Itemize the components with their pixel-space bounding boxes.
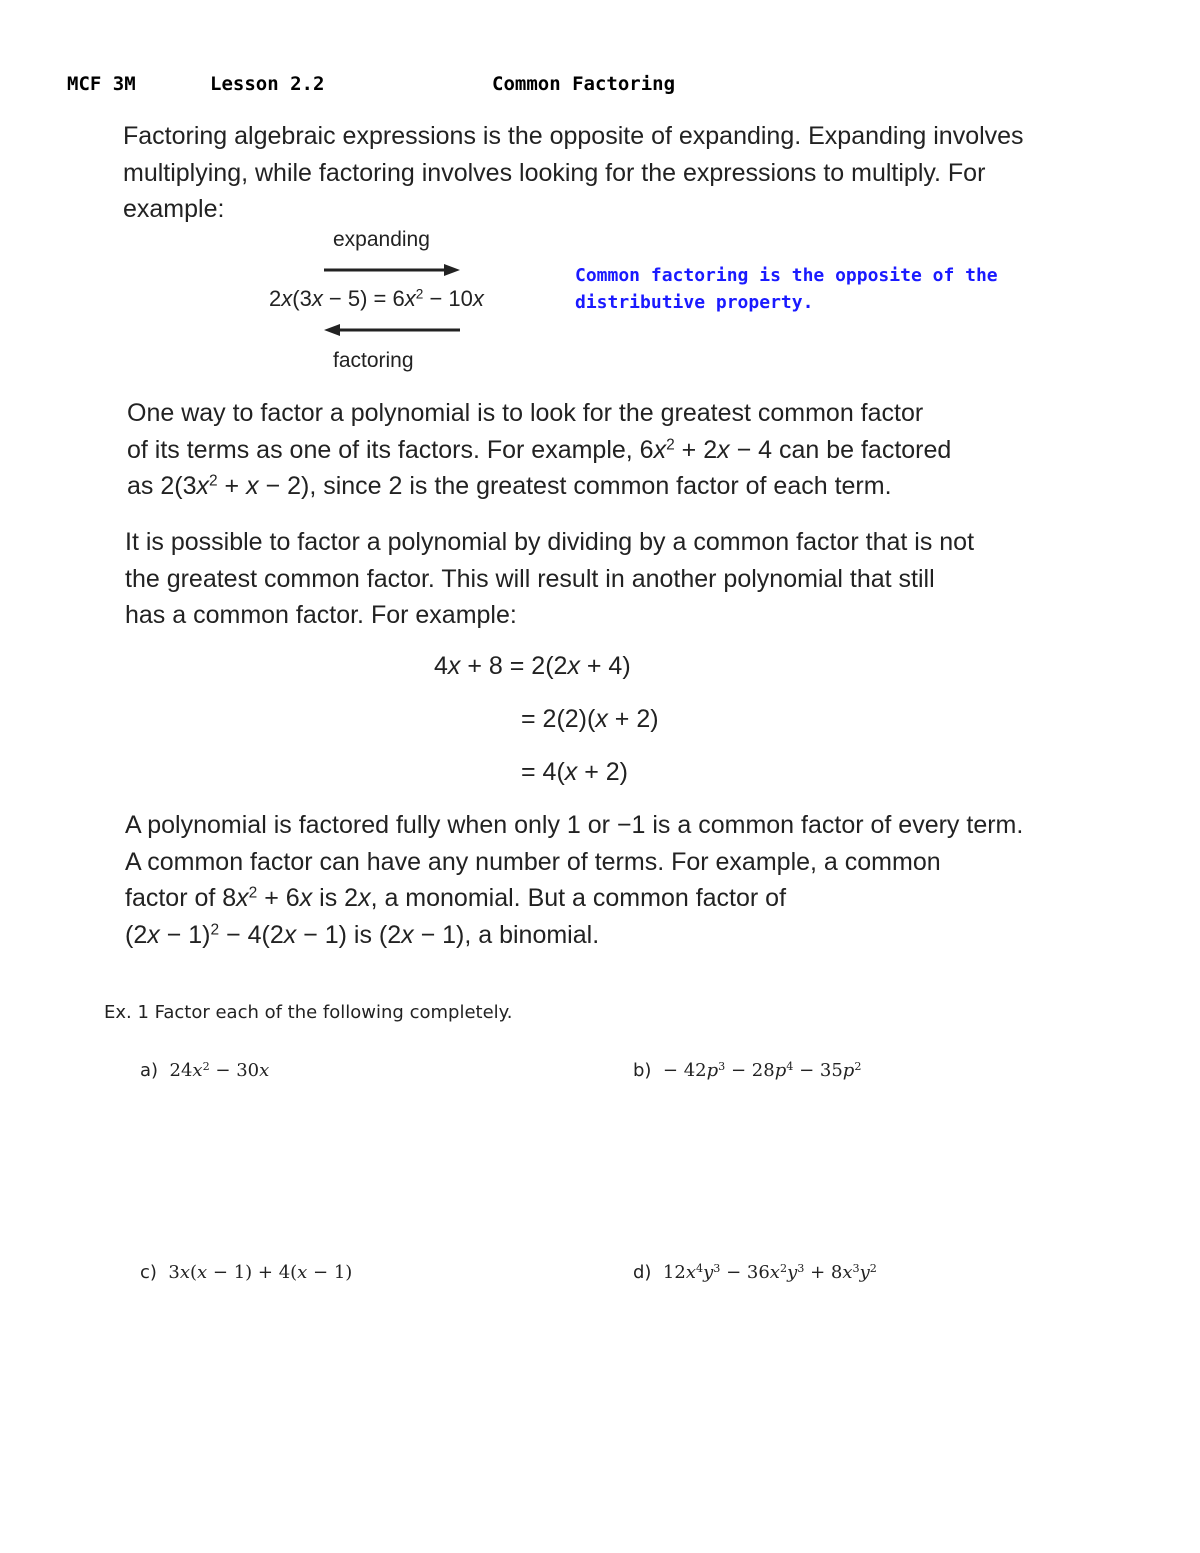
factoring-arrow: [322, 320, 464, 340]
worked-step-2: = 2(2)(x + 2): [521, 705, 659, 733]
expanding-equation: $2x(3x - 5) = 6x^2 - 10x$: [269, 286, 484, 311]
non-gcf-line: has a common factor. For example:: [125, 601, 517, 629]
factoring-label: factoring: [333, 349, 414, 372]
fully-line: $(2x - 1)^2 - 4(2x - 1)$ is (2x − 1), a binomial.: [125, 920, 600, 949]
intro-line: Factoring algebraic expressions is the opposite of expanding. Expanding involves: [123, 122, 1024, 150]
fully-line: factor of $8x^2 + 6x$ is 2x, a monomial. But a common factor of: [125, 884, 787, 912]
expanding-label: expanding: [333, 228, 430, 251]
problem-c: c) 3x(x − 1) + 4(x − 1): [140, 1262, 353, 1283]
problem-b: $b) - 42p^3 - 28p^4 - 35p^2$: [633, 1059, 862, 1081]
non-gcf-line: the greatest common factor. This will result in another polynomial that still: [125, 564, 935, 593]
non-gcf-paragraph: [125, 524, 974, 634]
problem-d: d) $12x^4y^3 - 36x^2y^3 + 8x^3y^2$: [633, 1261, 877, 1283]
lesson-number: Lesson 2.2: [210, 73, 325, 95]
intro-line: multiplying, while factoring involves looking for the expressions to multiply. For: [123, 158, 986, 187]
exercise-title: Ex. 1 Factor each of the following completely.: [104, 1002, 513, 1023]
note-line: distributive property.: [575, 292, 814, 313]
gcf-paragraph: [127, 395, 951, 505]
course-code: MCF 3M: [67, 73, 136, 95]
worked-step-1: 4x + 8 = 2(2x + 4): [434, 652, 631, 680]
lesson-topic: Common Factoring: [492, 73, 676, 95]
gcf-line: as $2(3x^2 + x - 2)$, since 2 is the greatest common factor of each term.: [127, 472, 892, 500]
intro-paragraph: [123, 118, 1024, 228]
worked-step-3: = 4(x + 2): [521, 758, 629, 786]
gcf-line: of its terms as one of its factors. For example, $6x^2 + 2x - 4$ can be factored: [127, 435, 952, 464]
problem-a: a) $24x^2 - 30x$: [140, 1059, 270, 1081]
expanding-arrow: [322, 260, 464, 280]
note-line: Common factoring is the opposite of the: [575, 265, 998, 286]
fully-line: A polynomial is factored fully when only 1 or −1 is a common factor of every term.: [125, 811, 1024, 839]
intro-line: example:: [123, 195, 225, 223]
non-gcf-line: It is possible to factor a polynomial by dividing by a common factor that is not: [125, 528, 975, 556]
distributive-note: [575, 262, 998, 316]
gcf-line: One way to factor a polynomial is to look for the greatest common factor: [127, 399, 924, 427]
fully-line: A common factor can have any number of terms. For example, a common: [125, 847, 941, 876]
factored-fully-paragraph: [125, 807, 1023, 953]
